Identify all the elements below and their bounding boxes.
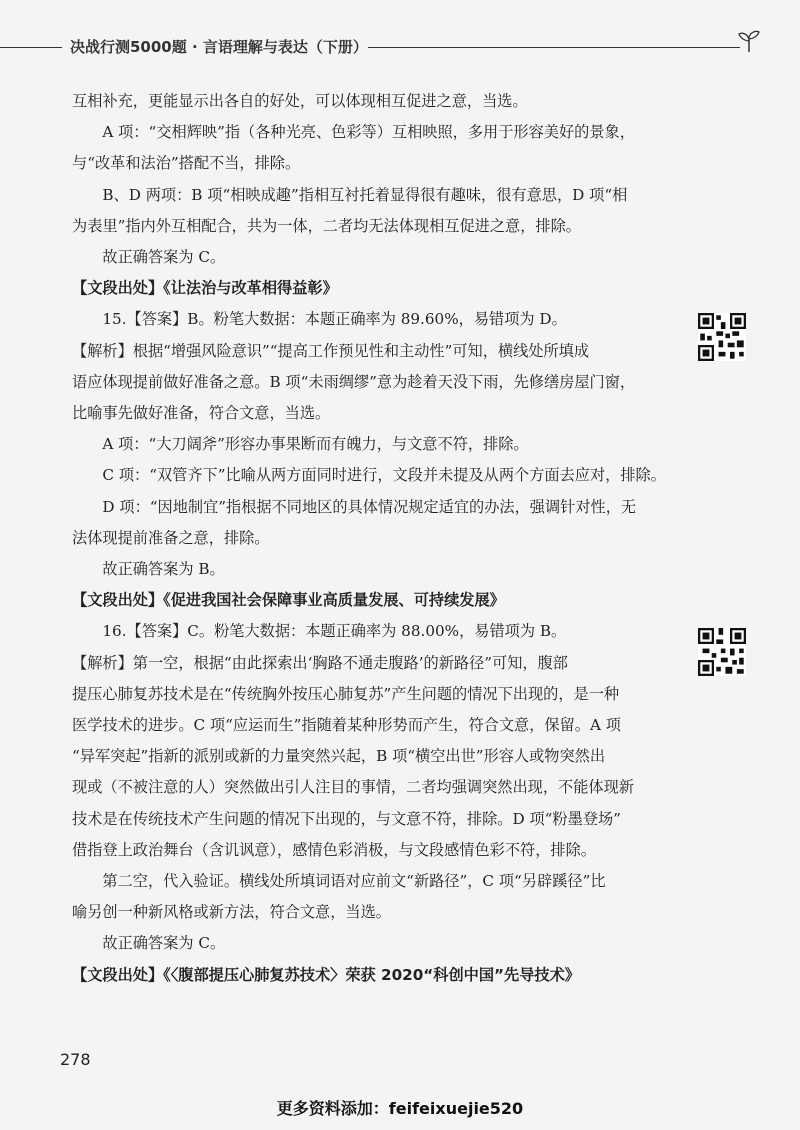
header-rule-left bbox=[0, 47, 62, 48]
qr-code-icon[interactable] bbox=[698, 628, 746, 676]
header-rule-right bbox=[368, 47, 740, 48]
book-title: 决战行测5000题 · 言语理解与表达（下册） bbox=[70, 38, 368, 56]
answer-explanations bbox=[72, 86, 672, 991]
paragraph-line: 与“改革和法治”搭配不当，排除。 bbox=[72, 154, 301, 173]
paragraph-line: 为表里”指内外互相配合，共为一体，二者均无法体现相互促进之意，排除。 bbox=[72, 216, 581, 235]
analysis-line: 【解析】第一空，根据“由此探索出‘胸路不通走腹路’的新路径”可知，腹部 bbox=[72, 653, 568, 672]
paragraph-line: 互相补充，更能显示出各自的好处，可以体现相互促进之意，当选。 bbox=[72, 92, 528, 110]
page-number: 278 bbox=[60, 1050, 91, 1069]
footer-note: 更多资料添加：feifeixuejie520 bbox=[276, 1099, 524, 1118]
sprout-icon bbox=[736, 28, 762, 54]
paragraph-line: C 项：“双管齐下”比喻从两方面同时进行，文段并未提及从两个方面去应对，排除。 bbox=[102, 466, 666, 485]
paragraph-line: A 项：“交相辉映”指（各种光亮、色彩等）互相映照，多用于形容美好的景象， bbox=[102, 123, 635, 142]
analysis-line: 【解析】根据“增强风险意识”“提高工作预见性和主动性”可知，横线处所填成 bbox=[72, 341, 590, 360]
answer-line: 16.【答案】C。粉笔大数据：本题正确率为 88.00%，易错项为 B。 bbox=[102, 622, 567, 641]
source-line: 【文段出处】《促进我国社会保障事业高质量发展、可持续发展》 bbox=[72, 591, 505, 610]
source-line: 【文段出处】《让法治与改革相得益彰》 bbox=[72, 279, 338, 298]
paragraph-line: 医学技术的进步。C 项“应运而生”指随着某种形势而产生，符合文意，保留。A 项 bbox=[72, 716, 621, 735]
paragraph-line: 第二空，代入验证。横线处所填词语对应前文“新路径”，C 项“另辟蹊径”比 bbox=[102, 872, 606, 891]
paragraph-line: 借指登上政治舞台（含讥讽意），感情色彩消极，与文段感情色彩不符，排除。 bbox=[72, 840, 596, 859]
paragraph-line: 喻另创一种新风格或新方法，符合文意，当选。 bbox=[72, 903, 391, 922]
answer-line: 15.【答案】B。粉笔大数据：本题正确率为 89.60%，易错项为 D。 bbox=[102, 310, 567, 329]
paragraph-line: B、D 两项：B 项“相映成趣”指相互衬托着显得很有趣味，很有意思，D 项“相 bbox=[102, 185, 628, 204]
paragraph-line: 技术是在传统技术产生问题的情况下出现的，与文意不符，排除。D 项“粉墨登场” bbox=[72, 809, 621, 828]
paragraph-line: 提压心肺复苏技术是在“传统胸外按压心肺复苏”产生问题的情况下出现的，是一种 bbox=[72, 684, 620, 703]
paragraph-line: A 项：“大刀阔斧”形容办事果断而有魄力，与文意不符，排除。 bbox=[102, 435, 529, 454]
paragraph-line: 比喻事先做好准备，符合文意，当选。 bbox=[72, 404, 331, 423]
running-header bbox=[0, 36, 800, 60]
qr-code-icon[interactable] bbox=[698, 313, 746, 361]
paragraph-line: 故正确答案为 C。 bbox=[102, 934, 226, 953]
paragraph-line: “异军突起”指新的派别或新的力量突然兴起，B 项“横空出世”形容人或物突然出 bbox=[72, 747, 606, 766]
paragraph-line: 语应体现提前做好准备之意。B 项“未雨绸缪”意为趁着天没下雨，先修缮房屋门窗， bbox=[72, 372, 636, 391]
paragraph-line: 法体现提前准备之意，排除。 bbox=[72, 528, 270, 547]
source-line: 【文段出处】《〈腹部提压心肺复苏技术〉荣获 2020“科创中国”先导技术》 bbox=[72, 965, 580, 984]
paragraph-line: 故正确答案为 B。 bbox=[102, 560, 225, 579]
paragraph-line: D 项：“因地制宜”指根据不同地区的具体情况规定适宜的办法，强调针对性，无 bbox=[102, 497, 637, 516]
paragraph-line: 故正确答案为 C。 bbox=[102, 248, 226, 267]
paragraph-line: 现或（不被注意的人）突然做出引人注目的事情，二者均强调突然出现，不能体现新 bbox=[72, 778, 634, 797]
